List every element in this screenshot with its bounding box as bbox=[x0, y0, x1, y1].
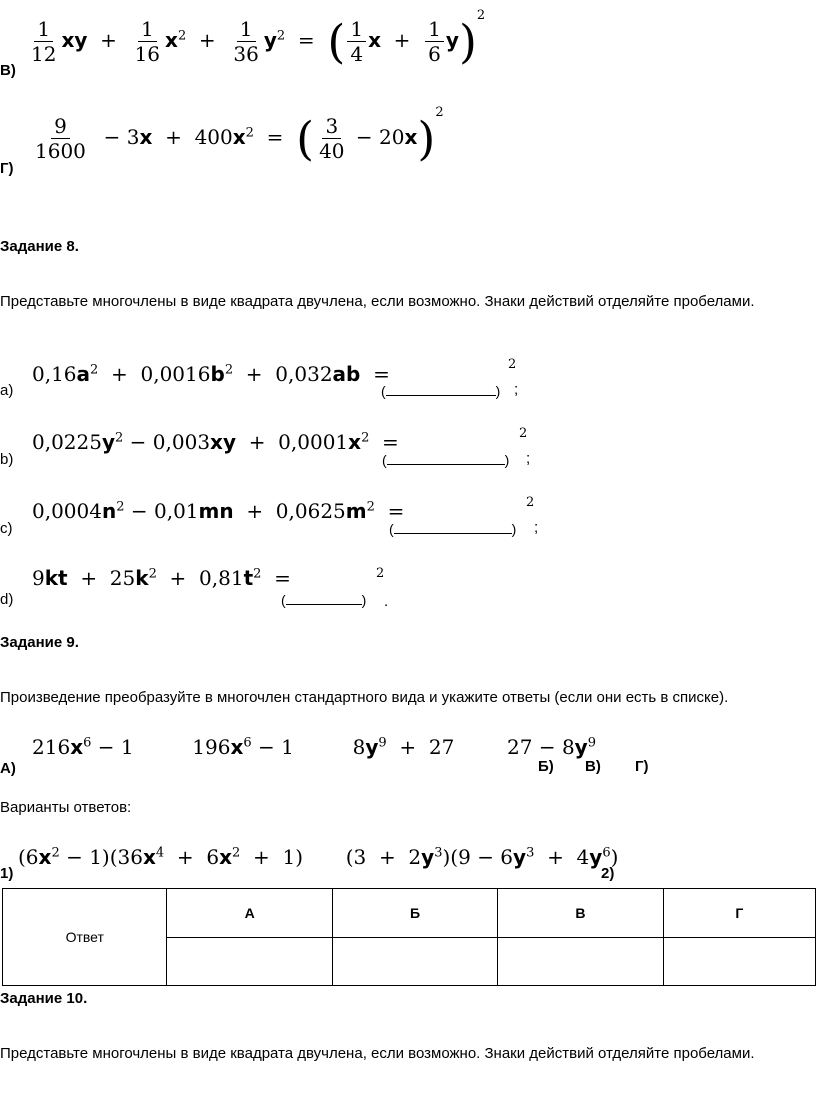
task9-label-a: А) bbox=[0, 760, 16, 777]
task8-answer-blank-a[interactable]: ( ) bbox=[381, 383, 501, 399]
task8-expr-d: $9kt + 25k^2 + 0,81t^2$ = bbox=[32, 566, 291, 590]
task10-text: Представьте многочлены в виде квадрата двучлена, если возможно. Знаки действий отделяйте пробелами. bbox=[0, 1045, 755, 1062]
task8-end-a: ; bbox=[514, 381, 519, 398]
task8-answer-blank-c[interactable]: ( ) bbox=[389, 521, 517, 537]
product-1: $(6x^2 - 1)(36x^4 + 6x^2 + 1)$ bbox=[18, 845, 303, 869]
task8-end-b: ; bbox=[526, 450, 531, 467]
task9-label-1: 1) bbox=[0, 865, 14, 882]
task8-label-b: b) bbox=[0, 451, 14, 468]
task9-text: Произведение преобразуйте в многочлен стандартного вида и укажите ответы (если они есть в списке). bbox=[0, 689, 729, 706]
header-a: А bbox=[167, 889, 332, 938]
task8-text: Представьте многочлены в виде квадрата двучлена, если возможно. Знаки действий отделяйте пробелами. bbox=[0, 293, 755, 310]
answer-cell-b[interactable] bbox=[332, 938, 497, 986]
header-b: Б bbox=[332, 889, 497, 938]
task8-label-d: d) bbox=[0, 591, 14, 608]
answer-cell-v[interactable] bbox=[498, 938, 663, 986]
item-g-label: Г) bbox=[0, 160, 14, 177]
task9-options-title: Варианты ответов: bbox=[0, 799, 132, 816]
answer-table bbox=[2, 888, 816, 986]
task8-exp-d: 2 bbox=[376, 566, 385, 581]
task8-label-a: a) bbox=[0, 382, 14, 399]
task9-heading: Задание 9. bbox=[0, 634, 79, 651]
task8-expr-c: $0,0004n^2 - 0,01mn + 0,0625m^2$ = bbox=[32, 499, 405, 523]
task8-exp-a: 2 bbox=[508, 357, 517, 372]
task8-end-d: . bbox=[384, 593, 389, 610]
answer-row-label: Ответ bbox=[3, 889, 167, 986]
task9-options-row bbox=[32, 735, 596, 759]
answer-cell-g[interactable] bbox=[663, 938, 815, 986]
option-8y9: $8y^9 + 27$ bbox=[352, 735, 455, 759]
task8-expr-b: $0,0225y^2 - 0,003xy + 0,0001x^2$ = bbox=[32, 430, 399, 454]
task9-label-b: Б) bbox=[538, 758, 554, 775]
task8-answer-blank-d[interactable]: ( ) bbox=[281, 592, 367, 608]
task9-label-v: В) bbox=[585, 758, 601, 775]
task8-expr-a: $0,16a^2 + 0,0016b^2 + 0,032ab$ = bbox=[32, 362, 390, 386]
equation-g: $\frac{9}{1600}$ − $3x + 400x^2$ = ( $\frac{3}{40}$ − 20x)$^2$ bbox=[35, 105, 444, 166]
header-v: В bbox=[498, 889, 663, 938]
option-216: $216x^6 - 1$ bbox=[32, 735, 134, 759]
task8-label-c: c) bbox=[0, 520, 13, 537]
item-v-label: В) bbox=[0, 62, 16, 79]
task8-exp-c: 2 bbox=[526, 495, 535, 510]
task8-end-c: ; bbox=[534, 519, 539, 536]
task8-answer-blank-b[interactable]: ( ) bbox=[382, 452, 510, 468]
option-196: $196x^6 - 1$ bbox=[192, 735, 294, 759]
task8-exp-b: 2 bbox=[519, 426, 528, 441]
task9-products-row bbox=[18, 845, 618, 869]
product-2: $(3 + 2y^3)(9 - 6y^3 + 4y^6)$ bbox=[345, 845, 619, 869]
task9-label-g: Г) bbox=[635, 758, 649, 775]
answer-cell-a[interactable] bbox=[167, 938, 332, 986]
equation-v: $\frac{1}{12}$ xy + $\frac{1}{16}$ $x^2$ + $\frac{1}{36}$ $y^2$ = ( $\frac{1}{4}$ x + $\frac{1}{6}$ y)$^2$ bbox=[31, 8, 486, 69]
task9-label-2: 2) bbox=[601, 865, 615, 882]
header-g: Г bbox=[663, 889, 815, 938]
task10-heading: Задание 10. bbox=[0, 990, 88, 1007]
option-27: $27 - 8y^9$ bbox=[507, 735, 596, 759]
task8-heading: Задание 8. bbox=[0, 238, 79, 255]
